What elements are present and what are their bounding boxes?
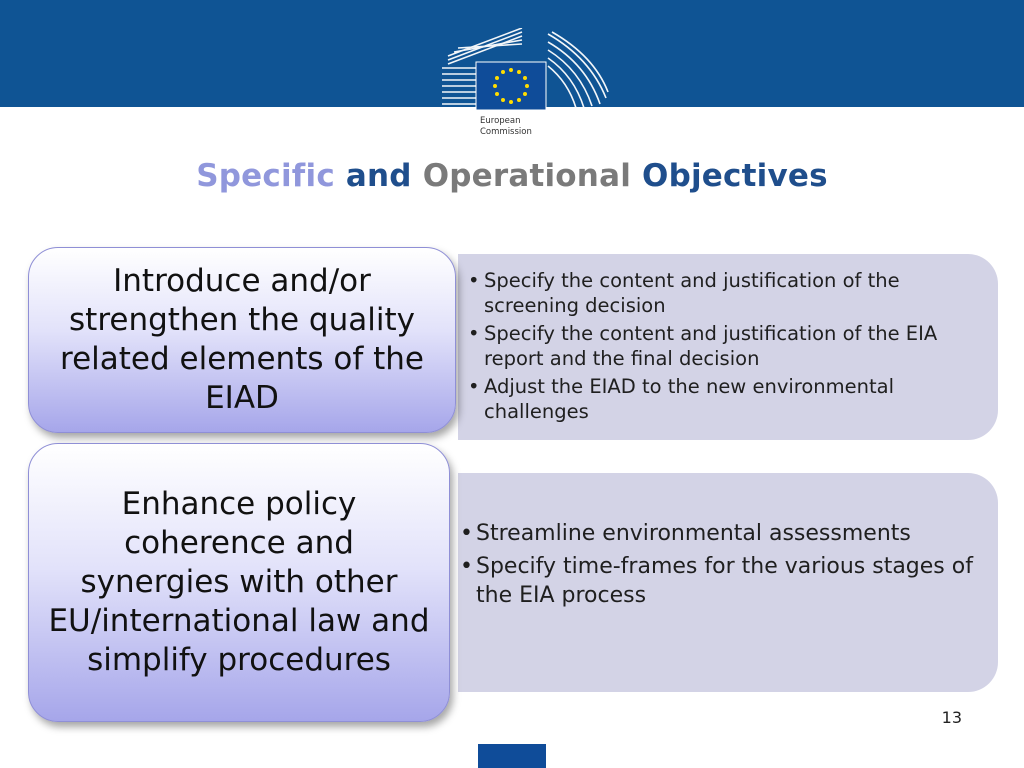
footer-flag (478, 744, 546, 768)
title-word-operational: Operational (422, 158, 632, 194)
bullet-item: • Streamline environmental assessments (458, 519, 978, 548)
bullet-list-1 (466, 268, 978, 424)
specific-objective-box-2 (28, 443, 450, 722)
title-word-objectives: Objectives (642, 158, 828, 194)
bullet-item: • Specify the content and justification of the screening decision (466, 268, 978, 318)
bullet-item: • Specify the content and justification of the EIA report and the final decision (466, 321, 978, 371)
operational-objectives-panel-2 (458, 473, 998, 692)
page-number: 13 (941, 708, 962, 727)
bullet-item: • Specify time-frames for the various stages of the EIA process (458, 552, 978, 610)
logo-line1: European (480, 116, 521, 126)
operational-objectives-panel-1 (458, 254, 998, 440)
specific-objective-box-1 (28, 247, 456, 433)
bullet-item: • Adjust the EIAD to the new environmental challenges (466, 374, 978, 424)
bullet-list-2 (458, 519, 978, 614)
logo-line2: Commission (480, 127, 532, 137)
european-commission-logo (440, 28, 610, 144)
title-word-specific: Specific (196, 158, 335, 194)
page-title (0, 158, 1024, 194)
title-word-and: and (345, 158, 412, 194)
specific-objective-label-2: Enhance policy coherence and synergies with other EU/international law and simplify procedures (48, 486, 430, 678)
specific-objective-label-1: Introduce and/or strengthen the quality related elements of the EIAD (60, 263, 424, 416)
